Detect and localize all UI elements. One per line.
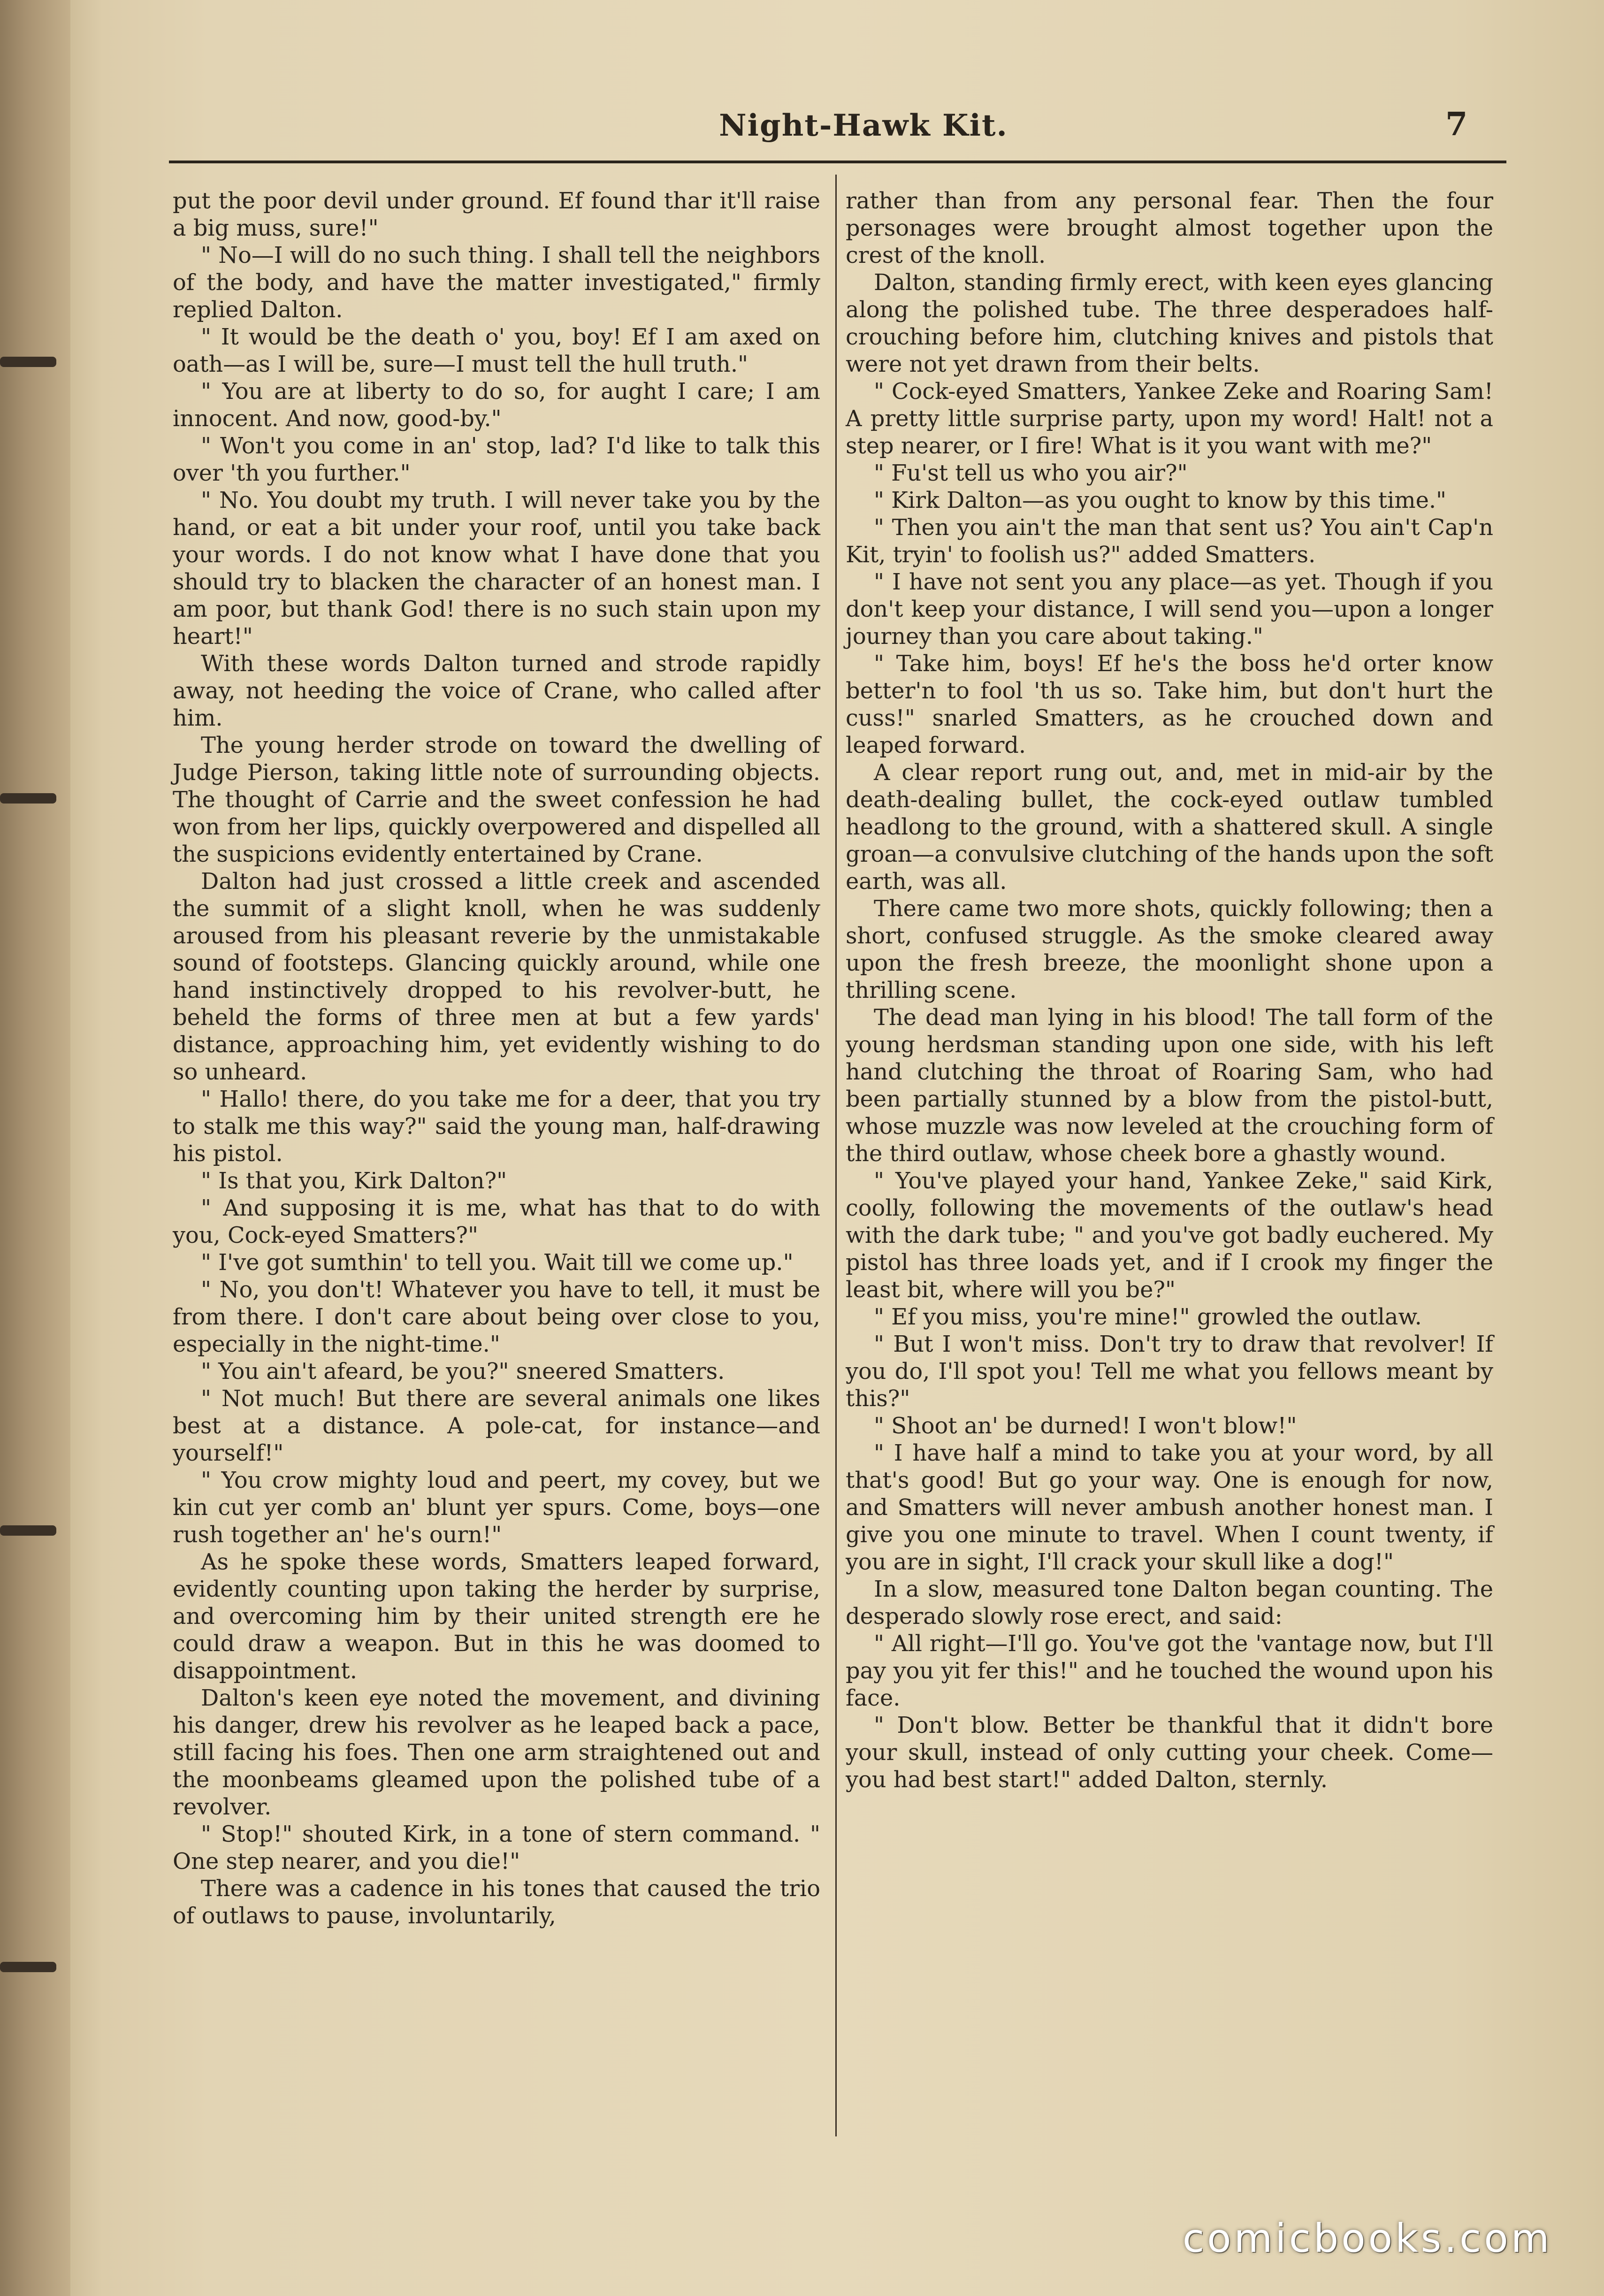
paragraph: " I have half a mind to take you at your word, by all that's good! But go your way. One is enough for now, and Smatters will never ambush another honest man. I give you one minute to travel. When I count twenty, if you are in sight, I'll crack your skull like a dog!" bbox=[846, 1440, 1493, 1575]
binding-stitch bbox=[0, 793, 56, 804]
binding-stitch bbox=[0, 357, 56, 367]
paragraph: " Not much! But there are several animals one likes best at a distance. A pole-cat, for instance—and yourself!" bbox=[173, 1386, 820, 1466]
paragraph: Dalton's keen eye noted the movement, and divining his danger, drew his revolver as he leaped back a pace, still facing his foes. Then one arm straightened out and the moonbeams gleamed upon the polished tube of a revolver. bbox=[173, 1685, 820, 1820]
paragraph: " I've got sumthin' to tell you. Wait till we come up." bbox=[201, 1250, 794, 1276]
paragraph: " No, you don't! Whatever you have to tell, it must be from there. I don't care about being over close to you, especially in the night-time." bbox=[173, 1277, 820, 1357]
paragraph: The young herder strode on toward the dwelling of Judge Pierson, taking little note of surrounding objects. The thought of Carrie and the sweet confession he had won from her lips, quickly overpowered and dispelled all the suspicions evidently entertained by Crane. bbox=[173, 733, 820, 867]
paragraph: " Won't you come in an' stop, lad? I'd like to talk this over 'th you further." bbox=[173, 433, 820, 486]
paragraph: As he spoke these words, Smatters leaped forward, evidently counting upon taking the herder by surprise, and overcoming him by their united strength ere he could draw a weapon. But in this he was doomed to disappointment. bbox=[173, 1549, 820, 1684]
paragraph: " No. You doubt my truth. I will never take you by the hand, or eat a bit under your roof, until you take back your words. I do not know what I have done that you should try to blacken the character of an honest man. I am poor, but thank God! there is no such stain upon my heart!" bbox=[173, 488, 820, 650]
paragraph: There came two more shots, quickly following; then a short, confused struggle. As the smoke cleared away upon the fresh breeze, the moonlight shone upon a thrilling scene. bbox=[846, 896, 1493, 1003]
paragraph: " Hallo! there, do you take me for a deer, that you try to stalk me this way?" said the young man, half-drawing his pistol. bbox=[173, 1087, 820, 1167]
paragraph: " Fu'st tell us who you air?" bbox=[874, 460, 1188, 486]
paragraph: In a slow, measured tone Dalton began counting. The desperado slowly rose erect, and said: bbox=[846, 1577, 1493, 1630]
paragraph: There was a cadence in his tones that caused the trio of outlaws to pause, involuntarily, bbox=[173, 1876, 820, 1929]
text-column-left bbox=[173, 188, 820, 1930]
paragraph: " You've played your hand, Yankee Zeke," said Kirk, coolly, following the movements of the outlaw's head with the dark tube; " and you've got badly euchered. My pistol has three loads yet, and if I crook my finger the least bit, where will you be?" bbox=[846, 1168, 1493, 1303]
paragraph: " No—I will do no such thing. I shall tell the neighbors of the body, and have the matter investigated," firmly replied Dalton. bbox=[173, 243, 820, 323]
binding-stitch bbox=[0, 1962, 56, 1972]
text-column-right bbox=[846, 188, 1493, 1794]
paragraph: " All right—I'll go. You've got the 'vantage now, but I'll pay you yit fer this!" and he touched the wound upon his face. bbox=[846, 1631, 1493, 1711]
paragraph: put the poor devil under ground. Ef found thar it'll raise a big muss, sure!" bbox=[173, 188, 820, 241]
paragraph: " It would be the death o' you, boy! Ef I am axed on oath—as I will be, sure—I must tell the hull truth." bbox=[173, 324, 820, 377]
paragraph: " Is that you, Kirk Dalton?" bbox=[201, 1168, 507, 1194]
paragraph: " You are at liberty to do so, for aught I care; I am innocent. And now, good-by." bbox=[173, 379, 820, 432]
paragraph: " Ef you miss, you're mine!" growled the outlaw. bbox=[874, 1304, 1422, 1330]
paragraph: " I have not sent you any place—as yet. Though if you don't keep your distance, I will send you—upon a longer journey than you care about taking." bbox=[846, 569, 1493, 650]
column-divider bbox=[835, 175, 837, 2136]
binding-stitch bbox=[0, 1525, 56, 1536]
paragraph: " Stop!" shouted Kirk, in a tone of stern command. " One step nearer, and you die!" bbox=[173, 1821, 820, 1875]
watermark-text: comicbooks.com bbox=[1183, 2215, 1552, 2261]
paragraph: " Take him, boys! Ef he's the boss he'd orter know better'n to fool 'th us so. Take him, but don't hurt the cuss!" snarled Smatters, as he crouched down and leaped forward. bbox=[846, 651, 1493, 758]
running-header-title: Night-Hawk Kit. bbox=[719, 108, 1008, 143]
paragraph: Dalton had just crossed a little creek and ascended the summit of a slight knoll, when he was suddenly aroused from his pleasant reverie by the unmistakable sound of footsteps. Glancing quickly around, while one hand instinctively dropped to his revolver-butt, he beheld the forms of three men at but a few yards' distance, approaching him, yet evidently wishing to do so unheard. bbox=[173, 869, 820, 1085]
paragraph: " But I won't miss. Don't try to draw that revolver! If you do, I'll spot you! Tell me what you fellows meant by this?" bbox=[846, 1332, 1493, 1412]
paragraph: A clear report rung out, and, met in mid-air by the death-dealing bullet, the cock-eyed outlaw tumbled headlong to the ground, with a shattered skull. A single groan—a convulsive clutching of the hands upon the soft earth, was all. bbox=[846, 760, 1493, 895]
paragraph: " Cock-eyed Smatters, Yankee Zeke and Roaring Sam! A pretty little surprise party, upon my word! Halt! not a step nearer, or I fire! What is it you want with me?" bbox=[846, 379, 1493, 459]
paragraph: " Then you ain't the man that sent us? You ain't Cap'n Kit, tryin' to foolish us?" added Smatters. bbox=[846, 515, 1493, 568]
paragraph: " You crow mighty loud and peert, my covey, but we kin cut yer comb an' blunt yer spurs. Come, boys—one rush together an' he's ourn!" bbox=[173, 1468, 820, 1548]
paragraph: With these words Dalton turned and strode rapidly away, not heeding the voice of Crane, who called after him. bbox=[173, 651, 820, 731]
page-binding-edge bbox=[0, 0, 70, 2296]
paragraph: " Don't blow. Better be thankful that it didn't bore your skull, instead of only cutting your cheek. Come—you had best start!" added Dalton, sternly. bbox=[846, 1713, 1493, 1793]
paragraph: Dalton, standing firmly erect, with keen eyes glancing along the polished tube. The three desperadoes half-crouching before him, clutching knives and pistols that were not yet drawn from their belts. bbox=[846, 270, 1493, 377]
paragraph: The dead man lying in his blood! The tall form of the young herdsman standing upon one side, with his left hand clutching the throat of Roaring Sam, who had been partially stunned by a blow from the pistol-butt, whose muzzle was now leveled at the crouching form of the third outlaw, whose cheek bore a ghastly wound. bbox=[846, 1005, 1493, 1167]
paragraph: " Shoot an' be durned! I won't blow!" bbox=[874, 1413, 1297, 1439]
paragraph: " Kirk Dalton—as you ought to know by this time." bbox=[874, 488, 1447, 513]
paragraph: " And supposing it is me, what has that to do with you, Cock-eyed Smatters?" bbox=[173, 1195, 820, 1248]
page-number: 7 bbox=[1445, 106, 1468, 143]
paragraph: rather than from any personal fear. Then the four personages were brought almost together upon the crest of the knoll. bbox=[846, 188, 1493, 268]
header-rule bbox=[169, 161, 1506, 163]
paragraph: " You ain't afeard, be you?" sneered Smatters. bbox=[201, 1359, 725, 1385]
